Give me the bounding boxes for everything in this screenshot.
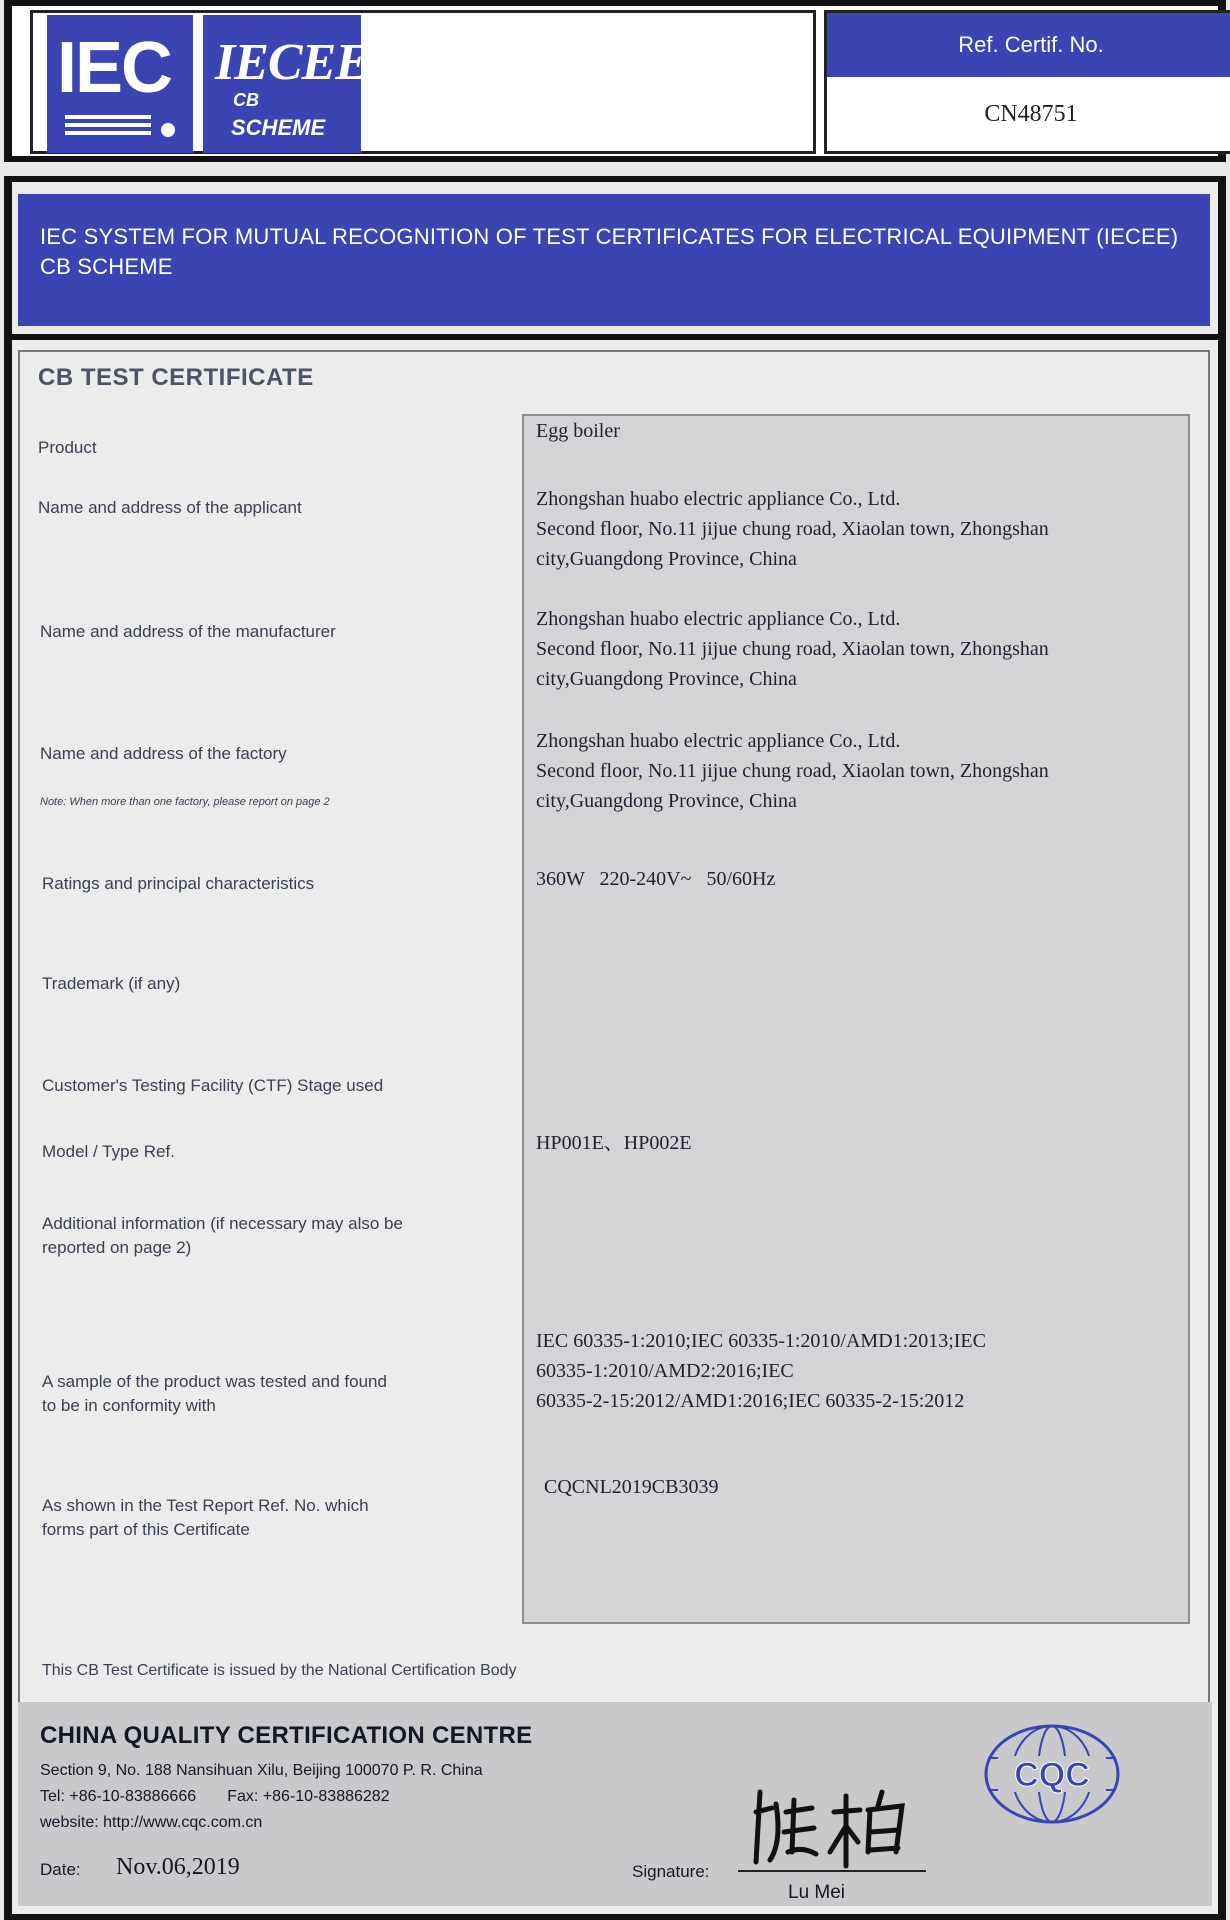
manufacturer-line: Zhongshan huabo electric appliance Co., Ltd. (536, 608, 901, 630)
manufacturer-value (536, 604, 1176, 694)
cqc-logo-text: CQC (1014, 1756, 1090, 1794)
factory-note: Note: When more than one factory, please report on page 2 (40, 796, 330, 808)
date-value: Nov.06,2019 (116, 1854, 240, 1880)
logo-dot (161, 123, 175, 137)
signature-line (738, 1870, 926, 1872)
product-label: Product (38, 438, 97, 457)
applicant-value (536, 484, 1176, 574)
iec-logo (47, 15, 193, 153)
issued-note: This CB Test Certificate is issued by the National Certification Body (42, 1662, 517, 1679)
applicant-label: Name and address of the applicant (38, 498, 302, 517)
model-value: HP001E、HP002E (536, 1132, 692, 1154)
scheme-logo-text: SCHEME (231, 115, 326, 140)
manufacturer-line: Second floor, No.11 jijue chung road, Xiaolan town, Zhongshan (536, 638, 1049, 660)
ref-number: CN48751 (984, 101, 1078, 127)
iecee-logo (203, 15, 369, 153)
certificate-frame (4, 176, 1226, 1920)
report-label-line: forms part of this Certificate (42, 1520, 250, 1539)
logo-line (65, 115, 151, 119)
additional-label-line: Additional information (if necessary may also be (42, 1214, 403, 1233)
header-inner (12, 6, 1218, 156)
factory-label: Name and address of the factory (40, 744, 287, 763)
issuer-address: Section 9, No. 188 Nansihuan Xilu, Beijing 100070 P. R. China (40, 1762, 483, 1779)
logo-line (65, 131, 151, 135)
factory-value (536, 726, 1176, 816)
conformity-label (42, 1370, 387, 1418)
cb-logo-text: CB (233, 90, 259, 110)
conformity-label-line: A sample of the product was tested and found (42, 1372, 387, 1391)
values-panel (522, 414, 1190, 1624)
additional-label (42, 1212, 403, 1260)
manufacturer-line: city,Guangdong Province, China (536, 668, 797, 690)
page-title: CB TEST CERTIFICATE (38, 364, 314, 391)
ratings-label: Ratings and principal characteristics (42, 874, 315, 893)
report-label (42, 1494, 369, 1542)
iec-logo-text: IEC (57, 28, 172, 108)
factory-line: city,Guangdong Province, China (536, 790, 797, 812)
banner-text: IEC SYSTEM FOR MUTUAL RECOGNITION OF TEST CERTIFICATES FOR ELECTRICAL EQUIPMENT (IECEE) CB SCHEME (40, 224, 1179, 279)
cqc-logo (982, 1722, 1122, 1826)
banner-separator (12, 334, 1218, 340)
ref-certificate-box (824, 10, 1230, 154)
issuer-name: CHINA QUALITY CERTIFICATION CENTRE (40, 1722, 533, 1749)
applicant-line: city,Guangdong Province, China (536, 548, 797, 570)
applicant-line: Second floor, No.11 jijue chung road, Xiaolan town, Zhongshan (536, 518, 1049, 540)
additional-label-line: reported on page 2) (42, 1238, 192, 1257)
date-label: Date: (40, 1860, 81, 1879)
manufacturer-label: Name and address of the manufacturer (40, 622, 336, 641)
ctf-label: Customer's Testing Facility (CTF) Stage used (42, 1076, 384, 1095)
signature-label: Signature: (632, 1862, 710, 1881)
applicant-line: Zhongshan huabo electric appliance Co., Ltd. (536, 488, 901, 510)
report-label-line: As shown in the Test Report Ref. No. which (42, 1496, 369, 1515)
logo-area (30, 10, 816, 154)
ref-label: Ref. Certif. No. (827, 13, 1230, 77)
conformity-line: 60335-2-15:2012/AMD1:2016;IEC 60335-2-15:2012 (536, 1390, 965, 1412)
logo-line (65, 123, 151, 127)
conformity-line: 60335-1:2010/AMD2:2016;IEC (536, 1360, 794, 1382)
certificate-body (12, 182, 1218, 1914)
conformity-label-line: to be in conformity with (42, 1396, 216, 1415)
factory-line: Second floor, No.11 jijue chung road, Xiaolan town, Zhongshan (536, 760, 1049, 782)
conformity-value (536, 1326, 1176, 1416)
certificate-header (4, 0, 1226, 162)
conformity-line: IEC 60335-1:2010;IEC 60335-1:2010/AMD1:2013;IEC (536, 1330, 986, 1352)
model-label: Model / Type Ref. (42, 1142, 175, 1161)
trademark-label: Trademark (if any) (42, 974, 181, 993)
scheme-banner (18, 194, 1210, 326)
factory-line: Zhongshan huabo electric appliance Co., Ltd. (536, 730, 901, 752)
product-value: Egg boiler (536, 420, 620, 442)
handwritten-signature (742, 1782, 922, 1872)
issuer-contact: Tel: +86-10-83886666 Fax: +86-10-83886282 (40, 1788, 390, 1805)
ratings-value: 360W 220-240V~ 50/60Hz (536, 868, 776, 890)
issuer-website: website: http://www.cqc.com.cn (40, 1814, 263, 1831)
signatory-name: Lu Mei (788, 1882, 846, 1903)
iecee-logo-text: IECEE (215, 34, 369, 91)
report-value: CQCNL2019CB3039 (544, 1476, 719, 1498)
